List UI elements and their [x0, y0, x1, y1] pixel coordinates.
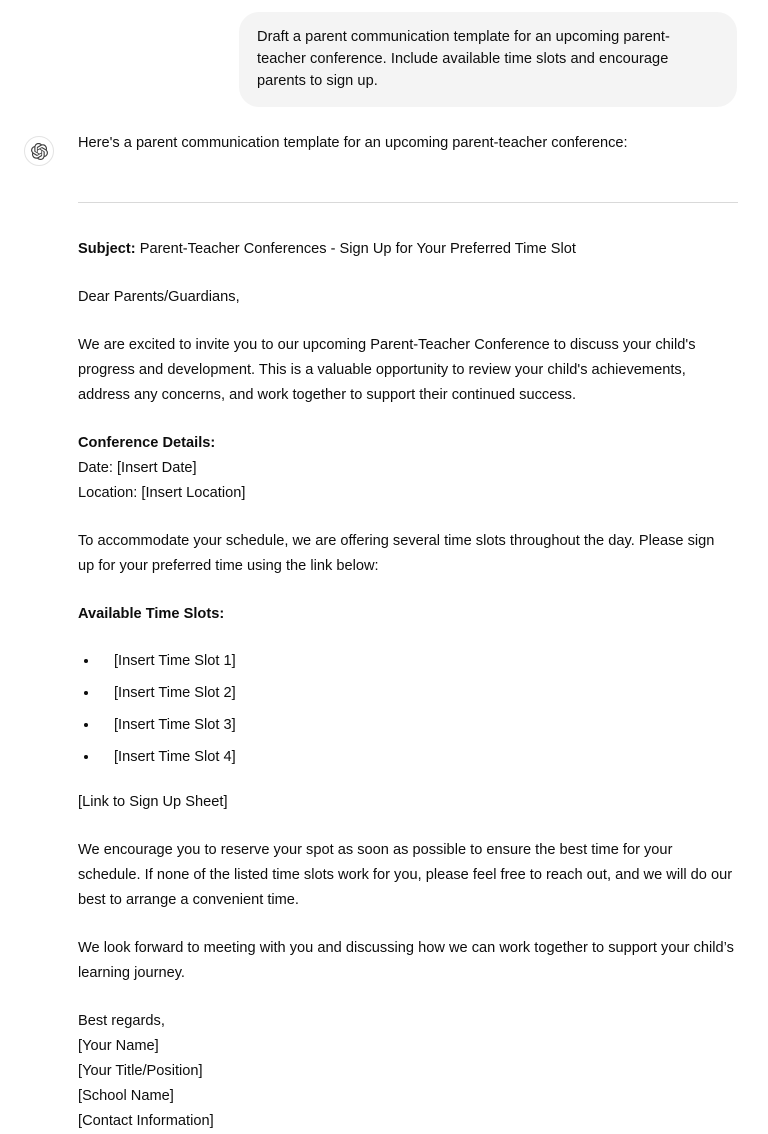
signup-link-placeholder: [Link to Sign Up Sheet]: [78, 794, 228, 810]
closing-paragraph: We look forward to meeting with you and discussing how we can work together to support your child’s learning journey.: [78, 940, 734, 981]
email-subject-value: Parent-Teacher Conferences - Sign Up for Your Preferred Time Slot: [135, 241, 576, 257]
user-message-text: Draft a parent communication template for an upcoming parent-teacher conference. Include available time slots and encourage parents to sign up.: [257, 29, 670, 89]
available-time-slots-heading: [78, 602, 734, 627]
time-slot-list: [78, 650, 734, 768]
list-item: [Insert Time Slot 3]: [78, 714, 734, 736]
email-subject-label: Subject:: [78, 241, 136, 257]
encourage-paragraph: We encourage you to reserve your spot as soon as possible to ensure the best time for your schedule. If none of the listed time slots work for you, please feel free to reach out, and we will do our best to arrange a convenient time.: [78, 842, 733, 908]
accommodate-paragraph: To accommodate your schedule, we are offering several time slots throughout the day. Please sign up for your preferred time using the link below:: [78, 533, 715, 574]
signature-line-name: [Your Name]: [78, 1038, 159, 1054]
conference-details-location: Location: [Insert Location]: [78, 485, 246, 501]
email-salutation: Dear Parents/Guardians,: [78, 289, 240, 305]
email-subject-line: [78, 237, 734, 262]
email-opening-paragraph: We are excited to invite you to our upcoming Parent-Teacher Conference to discuss your child's progress and development. This is a valuable opportunity to review your child's achievements, address any concerns, and work together to support their continued success.: [78, 337, 696, 403]
conference-details-heading: [78, 431, 734, 456]
email-signoff: Best regards,: [78, 1013, 165, 1029]
signature-line-title: [Your Title/Position]: [78, 1063, 203, 1079]
avatar: [24, 136, 54, 166]
user-message-bubble[interactable]: [239, 12, 737, 107]
conference-details-date: Date: [Insert Date]: [78, 460, 197, 476]
assistant-message-body: [54, 132, 738, 1134]
list-item: [Insert Time Slot 2]: [78, 682, 734, 704]
conference-details-heading-text: Conference Details:: [78, 435, 216, 451]
available-time-slots-heading-text: Available Time Slots:: [78, 606, 225, 622]
assistant-intro-text: Here's a parent communication template for an upcoming parent-teacher conference:: [78, 135, 628, 151]
openai-logo-icon: [31, 143, 48, 160]
list-item: [Insert Time Slot 1]: [78, 650, 734, 672]
list-item: [Insert Time Slot 4]: [78, 746, 734, 768]
assistant-turn: [0, 107, 768, 1134]
signature-line-school: [School Name]: [78, 1088, 174, 1104]
user-turn: [0, 0, 768, 107]
email-template: [78, 203, 734, 1134]
signature-line-contact: [Contact Information]: [78, 1113, 214, 1129]
